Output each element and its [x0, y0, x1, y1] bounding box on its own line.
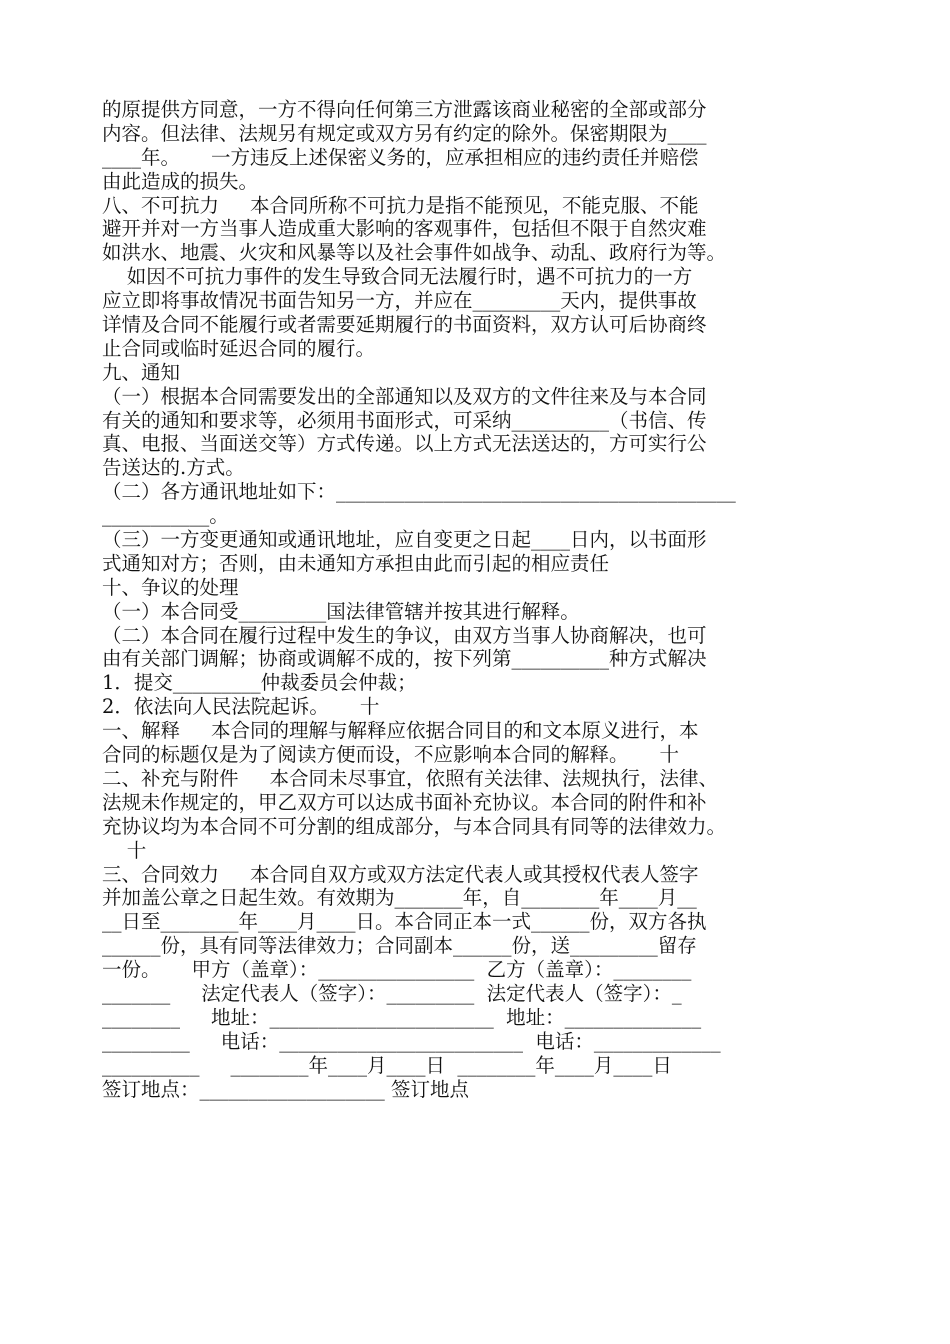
text-line: 式通知对方；否则，由未通知方承担由此而引起的相应责任	[102, 551, 610, 575]
text-line: 十	[102, 838, 147, 862]
signature-line: ________ 地址：_______________________ 地址：______________	[102, 1005, 702, 1029]
text-line: 如洪水、地震、火灾和风暴等以及社会事件如战争、动乱、政府行为等。	[102, 241, 727, 265]
text-line: 1．提交_________仲裁委员会仲裁；	[102, 671, 417, 695]
text-line: 法规未作规定的，甲乙双方可以达成书面补充协议。本合同的附件和补	[102, 790, 707, 814]
text-line: （二）本合同在履行过程中发生的争议，由双方当事人协商解决，也可	[102, 623, 707, 647]
text-line: （二）各方通讯地址如下：_________________________________________	[102, 480, 736, 504]
signature-line: _________ 电话：_________________________ 电话：_____________	[102, 1029, 721, 1053]
text-line: 详情及合同不能履行或者需要延期履行的书面资料，双方认可后协商终	[102, 313, 707, 337]
text-line: 充协议均为本合同不可分割的组成部分，与本合同具有同等的法律效力。	[102, 814, 727, 838]
section-heading-line: 九、通知	[102, 360, 181, 384]
text-line: ___________。	[102, 504, 229, 528]
text-line: 有关的通知和要求等，必须用书面形式，可采纳__________（书信、传	[102, 408, 707, 432]
text-line: 应立即将事故情况书面告知另一方，并应在_________天内，提供事故	[102, 289, 697, 313]
text-line: （一）本合同受_________国法律管辖并按其进行解释。	[102, 599, 580, 623]
signature-line: 签订地点：___________________ 签订地点	[102, 1077, 469, 1101]
text-line: 真、电报、当面送交等）方式传递。以上方式无法送达的，方可实行公	[102, 432, 707, 456]
section-heading-line: 三、合同效力 本合同自双方或双方法定代表人或其授权代表人签字	[102, 862, 699, 886]
contract-text	[102, 98, 862, 1101]
section-heading-line: 一、解释 本合同的理解与解释应依据合同目的和文本原义进行，本	[102, 719, 699, 743]
text-line: 如因不可抗力事件的发生导致合同无法履行时，遇不可抗力的一方	[102, 265, 693, 289]
text-line: 并加盖公章之日起生效。有效期为_______年，自________年____月__	[102, 886, 697, 910]
signature-line: _______ 法定代表人（签字）：_________ 法定代表人（签字）：_	[102, 981, 682, 1005]
text-line: 2．依法向人民法院起诉。 十	[102, 695, 380, 719]
text-line: 止合同或临时延迟合同的履行。	[102, 336, 376, 360]
text-line: 告送达的.方式。	[102, 456, 245, 480]
text-line: 由此造成的损失。	[102, 169, 259, 193]
text-line: （一）根据本合同需要发出的全部通知以及双方的文件往来及与本合同	[102, 384, 707, 408]
text-line: ______份，具有同等法律效力；合同副本______份，送_________留存	[102, 934, 697, 958]
text-line: __日至________年____月____日。本合同正本一式______份，双方各执	[102, 910, 707, 934]
section-heading-line: 二、补充与附件 本合同未尽事宜，依照有关法律、法规执行，法律、	[102, 766, 718, 790]
text-line: 的原提供方同意，一方不得向任何第三方泄露该商业秘密的全部或部分	[102, 98, 707, 121]
text-line: 合同的标题仅是为了阅读方便而设，不应影响本合同的解释。 十	[102, 743, 679, 767]
signature-line: 一份。 甲方（盖章）：________________ 乙方（盖章）：________	[102, 958, 692, 982]
text-line: （三）一方变更通知或通讯地址，应自变更之日起____日内，以书面形	[102, 528, 707, 552]
text-line: ____年。 一方违反上述保密义务的，应承担相应的违约责任并赔偿	[102, 145, 699, 169]
text-line: 由有关部门调解；协商或调解不成的，按下列第__________种方式解决	[102, 647, 707, 671]
section-heading-line: 十、争议的处理	[102, 575, 239, 599]
section-heading-line: 八、不可抗力 本合同所称不可抗力是指不能预见，不能克服、不能	[102, 193, 699, 217]
text-line: 内容。但法律、法规另有规定或双方另有约定的除外。保密期限为____	[102, 121, 707, 145]
signature-line: __________ ________年____月____日 ________年____月____日	[102, 1053, 672, 1077]
text-line: 避开并对一方当事人造成重大影响的客观事件，包括但不限于自然灾难	[102, 217, 707, 241]
